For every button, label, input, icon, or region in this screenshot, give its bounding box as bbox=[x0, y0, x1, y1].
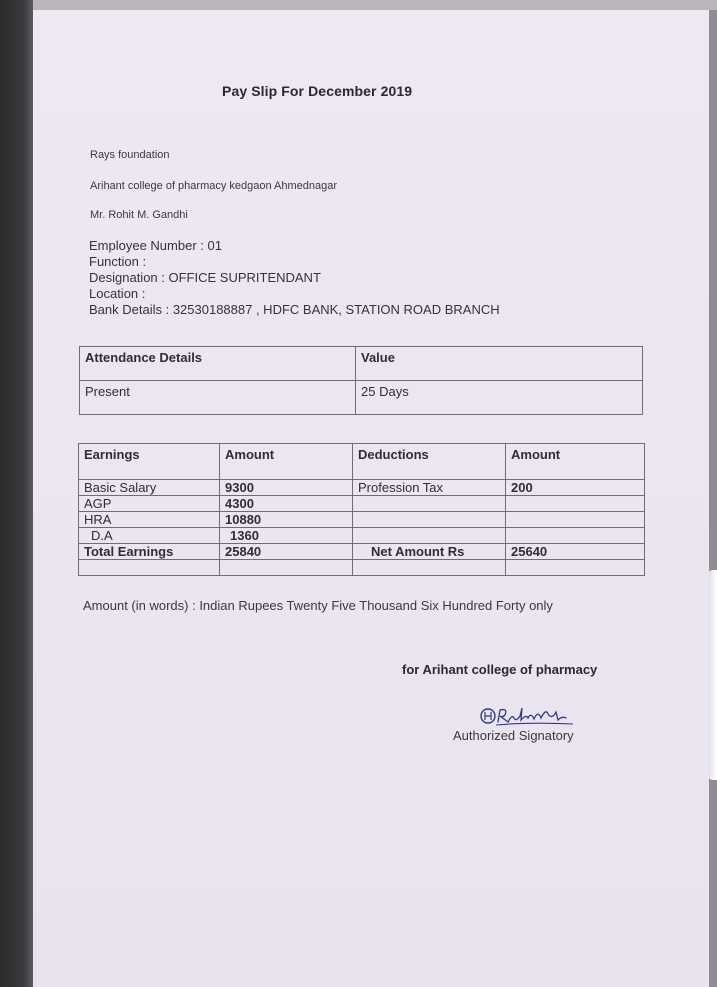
deduction-label: Profession Tax bbox=[353, 480, 506, 496]
header-deduction-amount: Amount bbox=[506, 444, 645, 480]
attendance-row bbox=[80, 381, 643, 415]
deduction-amount bbox=[506, 512, 645, 528]
org-name: Rays foundation bbox=[90, 149, 170, 161]
earnings-table bbox=[78, 443, 645, 576]
empty-cell bbox=[220, 560, 353, 576]
attendance-col-value: Value bbox=[356, 347, 643, 381]
employee-name: Mr. Rohit M. Gandhi bbox=[90, 209, 188, 221]
employee-number: Employee Number : 01 bbox=[89, 238, 222, 253]
table-row bbox=[79, 496, 645, 512]
deduction-amount: 200 bbox=[506, 480, 645, 496]
header-earnings: Earnings bbox=[79, 444, 220, 480]
deduction-label bbox=[353, 528, 506, 544]
employee-bank-details: Bank Details : 32530188887 , HDFC BANK, STATION ROAD BRANCH bbox=[89, 302, 500, 317]
authorized-signatory-label: Authorized Signatory bbox=[453, 728, 574, 743]
earnings-header-row bbox=[79, 444, 645, 480]
total-row bbox=[79, 544, 645, 560]
earning-amount: 4300 bbox=[220, 496, 353, 512]
net-amount-label: Net Amount Rs bbox=[353, 544, 506, 560]
attendance-header-row bbox=[80, 347, 643, 381]
earning-label: HRA bbox=[79, 512, 220, 528]
earning-label: AGP bbox=[79, 496, 220, 512]
pay-slip-document bbox=[33, 10, 709, 987]
employee-function: Function : bbox=[89, 254, 147, 269]
earning-label: D.A bbox=[79, 528, 220, 544]
attendance-table bbox=[79, 346, 643, 415]
photo-left-edge bbox=[0, 0, 33, 987]
net-amount-value: 25640 bbox=[506, 544, 645, 560]
total-earnings-label: Total Earnings bbox=[79, 544, 220, 560]
deduction-label bbox=[353, 496, 506, 512]
attendance-col-label: Attendance Details bbox=[80, 347, 356, 381]
empty-cell bbox=[79, 560, 220, 576]
employee-location: Location : bbox=[89, 286, 146, 301]
signature-image bbox=[478, 700, 578, 730]
empty-row bbox=[79, 560, 645, 576]
earning-amount: 10880 bbox=[220, 512, 353, 528]
table-row bbox=[79, 528, 645, 544]
photo-top-edge bbox=[0, 0, 717, 10]
for-college-label: for Arihant college of pharmacy bbox=[402, 662, 598, 677]
header-amount: Amount bbox=[220, 444, 353, 480]
deduction-amount bbox=[506, 528, 645, 544]
earning-amount: 1360 bbox=[220, 528, 353, 544]
deduction-amount bbox=[506, 496, 645, 512]
attendance-label: Present bbox=[80, 381, 356, 415]
table-row bbox=[79, 480, 645, 496]
earning-label: Basic Salary bbox=[79, 480, 220, 496]
empty-cell bbox=[353, 560, 506, 576]
empty-cell bbox=[506, 560, 645, 576]
total-earnings-amount: 25840 bbox=[220, 544, 353, 560]
deduction-label bbox=[353, 512, 506, 528]
table-row bbox=[79, 512, 645, 528]
amount-in-words: Amount (in words) : Indian Rupees Twenty Five Thousand Six Hundred Forty only bbox=[83, 598, 553, 613]
employee-designation: Designation : OFFICE SUPRITENDANT bbox=[89, 270, 321, 285]
college-name: Arihant college of pharmacy kedgaon Ahmednagar bbox=[90, 180, 338, 192]
pay-slip-title: Pay Slip For December 2019 bbox=[222, 83, 413, 99]
employee-details bbox=[89, 238, 500, 318]
earning-amount: 9300 bbox=[220, 480, 353, 496]
header-deductions: Deductions bbox=[353, 444, 506, 480]
attendance-value: 25 Days bbox=[356, 381, 643, 415]
